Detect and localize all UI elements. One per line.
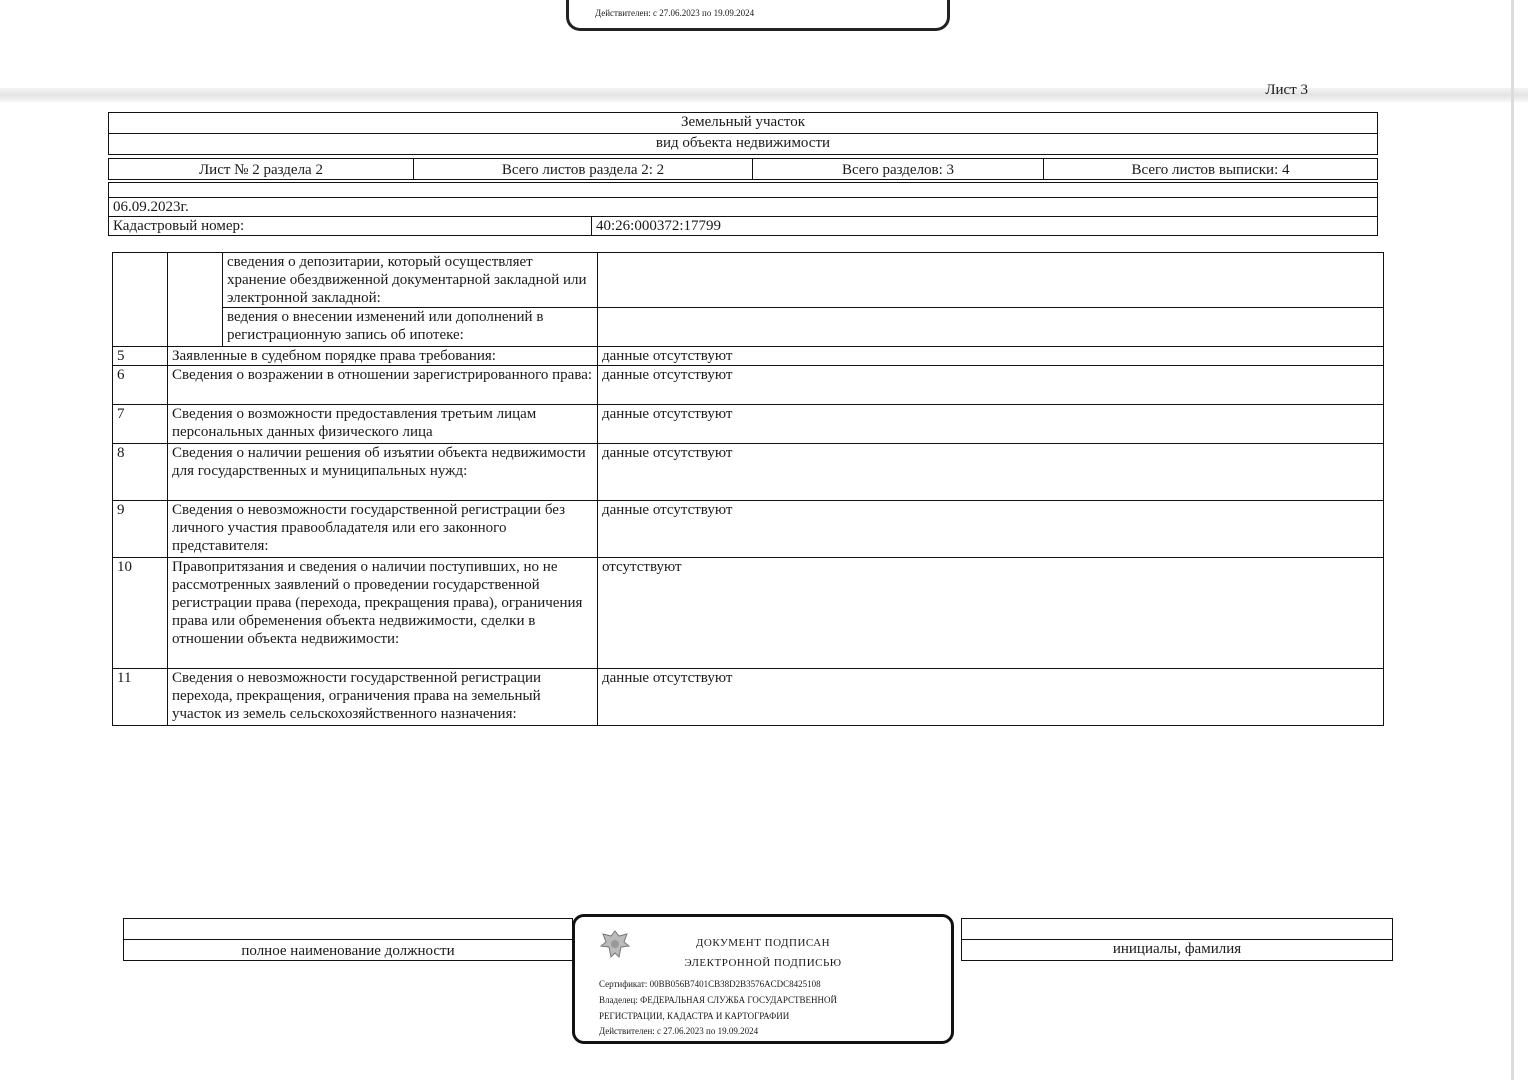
row-value: данные отсутствуют xyxy=(598,444,1384,501)
cadastral-label: Кадастровый номер: xyxy=(109,217,592,236)
sheet-number: Лист № 2 раздела 2 xyxy=(109,159,414,180)
row-label: Сведения о возражении в отношении зарегистрированного права: xyxy=(168,366,598,405)
top-stamp-fragment xyxy=(566,0,950,31)
name-caption: инициалы, фамилия xyxy=(962,940,1393,961)
position-caption: полное наименование должности xyxy=(124,940,573,961)
electronic-signature-stamp xyxy=(572,914,954,1044)
stamp-owner-line2: РЕГИСТРАЦИИ, КАДАСТРА И КАРТОГРАФИИ xyxy=(599,1011,790,1021)
position-field xyxy=(124,919,573,940)
table-row xyxy=(113,366,1384,405)
row-value: данные отсутствуют xyxy=(598,501,1384,558)
row-label: Сведения о невозможности государственной регистрации без личного участия правообладателя или его законного представителя: xyxy=(168,501,598,558)
row-value: данные отсутствуют xyxy=(598,405,1384,444)
stamp-certificate: Сертификат: 00BB056B7401CB38D2B3576ACDC8425108 xyxy=(599,979,821,989)
date-cadastral-table xyxy=(108,182,1378,236)
table-row xyxy=(113,444,1384,501)
sub-row-value xyxy=(598,308,1384,347)
total-section-sheets: Всего листов раздела 2: 2 xyxy=(414,159,753,180)
name-field xyxy=(962,919,1393,940)
cadastral-number: 40:26:000372:17799 xyxy=(592,217,1378,236)
row-number: 9 xyxy=(113,501,168,558)
stamp-valid: Действителен: с 27.06.2023 по 19.09.2024 xyxy=(599,1026,759,1036)
table-row xyxy=(113,558,1384,669)
main-table xyxy=(112,252,1384,726)
row-label: Сведения о наличии решения об изъятии объекта недвижимости для государственных и муниципальных нужд: xyxy=(168,444,598,501)
sub-row-label: сведения о депозитарии, который осуществляет хранение обездвиженной документарной закладной или электронной закладной: xyxy=(223,253,598,308)
row-label: Правопритязания и сведения о наличии поступивших, но не рассмотренных заявлений о проведении государственной регистрации права (перехода, прекращения права), ограничения права или обременения объекта недвижимости, сделки в отношении объекта недвижимости: xyxy=(168,558,598,669)
sub-num-cell xyxy=(113,253,168,347)
stamp-line2: ЭЛЕКТРОННОЙ ПОДПИСЬЮ xyxy=(684,957,842,969)
row-number: 5 xyxy=(113,347,168,366)
row-number: 10 xyxy=(113,558,168,669)
table-row xyxy=(113,501,1384,558)
row-value: данные отсутствуют xyxy=(598,347,1384,366)
sub-indent-cell xyxy=(168,253,223,347)
row-value: отсутствуют xyxy=(598,558,1384,669)
date: 06.09.2023г. xyxy=(109,198,1378,217)
object-type: Земельный участок xyxy=(109,113,1378,134)
row-label: Сведения о невозможности государственной регистрации перехода, прекращения, ограничения права на земельный участок из земель сельскохозяйственного назначения: xyxy=(168,669,598,726)
total-sections: Всего разделов: 3 xyxy=(753,159,1044,180)
row-number: 7 xyxy=(113,405,168,444)
page-edge xyxy=(1511,0,1514,1080)
stamp-line1: ДОКУМЕНТ ПОДПИСАН xyxy=(695,937,831,949)
row-label: Заявленные в судебном порядке права требования: xyxy=(168,347,598,366)
total-extract-sheets: Всего листов выписки: 4 xyxy=(1044,159,1378,180)
row-number: 11 xyxy=(113,669,168,726)
sheet-label: Лист 3 xyxy=(1265,82,1308,98)
stamp-owner-line1: Владелец: ФЕДЕРАЛЬНАЯ СЛУЖБА ГОСУДАРСТВЕННОЙ xyxy=(599,995,838,1005)
table-row xyxy=(113,669,1384,726)
row-value: данные отсутствуют xyxy=(598,669,1384,726)
object-type-caption: вид объекта недвижимости xyxy=(109,134,1378,155)
table-row xyxy=(113,347,1384,366)
row-label: Сведения о возможности предоставления третьим лицам персональных данных физического лица xyxy=(168,405,598,444)
spacer-row xyxy=(109,183,1378,198)
row-value: данные отсутствуют xyxy=(598,366,1384,405)
row-number: 6 xyxy=(113,366,168,405)
row-number: 8 xyxy=(113,444,168,501)
object-type-table xyxy=(108,112,1378,155)
sub-row-label: ведения о внесении изменений или дополнений в регистрационную запись об ипотеке: xyxy=(223,308,598,347)
table-row xyxy=(113,405,1384,444)
top-stamp-valid: Действителен: с 27.06.2023 по 19.09.2024 xyxy=(595,8,755,18)
sheet-info-table xyxy=(108,158,1378,180)
sub-row-value xyxy=(598,253,1384,308)
